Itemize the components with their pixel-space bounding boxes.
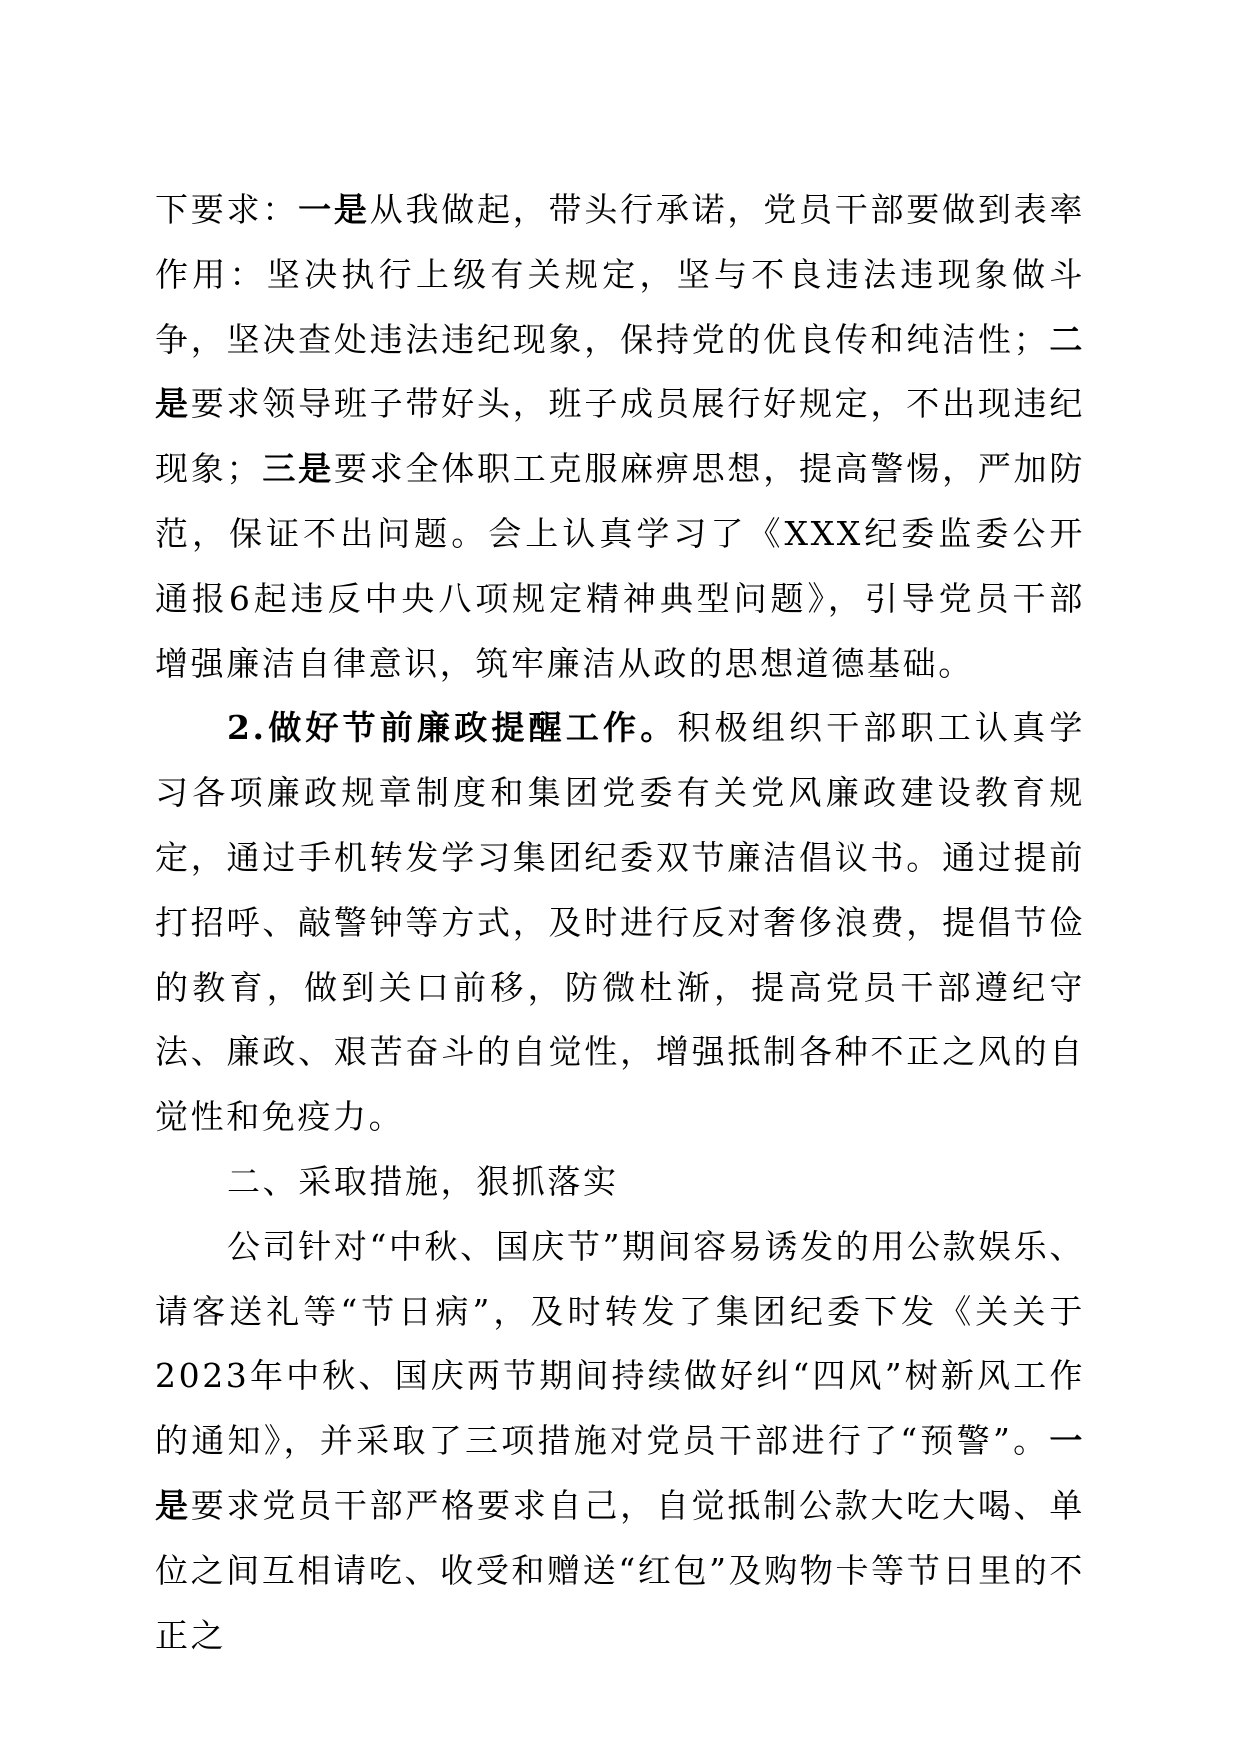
text-run: 要求党员干部严格要求自己，自觉抵制公款大吃大喝、单位之间互相请吃、收受和赠送“红包”及购物卡等节日里的不正之 [155,1485,1085,1655]
text-run: 从我做起，带头行承诺，党员干部要做到表率作用：坚决执行上级有关规定，坚与不良违法违现象做斗争，坚决查处违法违纪现象，保持党的优良传和纯洁性； [155,190,1086,359]
bold-run: 2.做好节前廉政提醒工作。 [227,708,678,748]
text-run: 要求全体职工克服麻痹思想，提高警惕，严加防范，保证不出问题。会上认真学习了《XXX纪委监委公开通报6起违反中央八项规定精神典型问题》，引导党员干部增强廉洁自律意识，筑牢廉洁从政的思想道德基础。 [155,449,1085,683]
document-body [155,178,1085,1668]
text-run: 积极组织干部职工认真学习各项廉政规章制度和集团党委有关党风廉政建设教育规定，通过手机转发学习集团纪委双节廉洁倡议书。通过提前打招呼、敲警钟等方式，及时进行反对奢侈浪费，提倡节俭的教育，做到关口前移，防微杜渐，提高党员干部遵纪守法、廉政、艰苦奋斗的自觉性，增强抵制各种不正之风的自觉性和免疫力。 [155,708,1085,1137]
paragraph-measures [155,1215,1085,1669]
bold-run: 一是 [298,190,370,229]
bold-run: 二是 [155,319,1085,424]
section-heading [155,1150,1085,1215]
text-run: 公司针对“中秋、国庆节”期间容易诱发的用公款娱乐、请客送礼等“节日病”，及时转发了集团纪委下发《关关于2023年中秋、国庆两节期间持续做好纠“四风”树新风工作的通知》，并采取了三项措施对党员干部进行了“预警”。 [155,1226,1085,1461]
bold-run: 三是 [262,449,334,489]
text-run: 下要求： [155,190,299,229]
bold-run: 一是 [155,1421,1085,1525]
paragraph-holiday-reminder [155,696,1085,1150]
text-run: 二、采取措施，狠抓落实 [227,1161,619,1201]
paragraph-requirements [155,178,1085,696]
text-run: 要求领导班子带好头，班子成员展行好规定，不出现违纪现象； [155,384,1085,489]
